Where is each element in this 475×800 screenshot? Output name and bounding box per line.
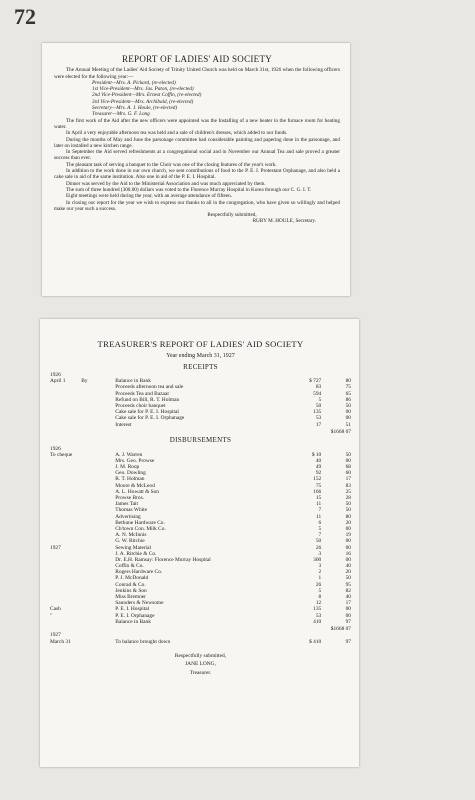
officer-entry: 3rd Vice-President—Mrs. Archibald, (re-elected)	[92, 98, 194, 105]
ledger-cell-c5: 50	[345, 451, 351, 458]
ledger-cell-c5: 16	[345, 550, 351, 557]
treasurer-report-clipping	[40, 319, 359, 767]
ledger-cell-c3: To balance brought down	[115, 638, 171, 645]
ledger-cell-c5: 50	[345, 402, 351, 409]
report-intro: The Annual Meeting of the Ladies' Aid Society of Trinity United Church was held on March 31st, 1926 when the following officers were elected for the following year:—	[54, 67, 340, 80]
ledger-cell-c3: A. N. McInnis	[115, 532, 147, 539]
ledger-cell-c4: 7	[318, 507, 322, 514]
report-paragraph: In closing our report for the year we wish to express our thanks to all in the congregation, who have given so willingly and helped make our year such a success.	[54, 199, 340, 212]
ledger-cell-c4: 8	[318, 594, 322, 600]
ledger-cell-c3: Dr. E.H. Ramsay: Florence Murray Hospital	[115, 556, 211, 563]
ledger-row	[50, 639, 351, 645]
ladies-aid-report-clipping	[42, 43, 350, 296]
ledger-cell-c3: R. T. Holman	[115, 476, 145, 483]
report-signature: RUBY M. HOULE, Secretary.	[252, 218, 316, 225]
ledger-cell-c5: 00	[345, 415, 351, 422]
ledger-cell-c5: 00	[345, 606, 351, 613]
ledger-cell-c3: James Tait	[115, 501, 139, 508]
officer-entry: Secretary—Mrs. A. J. Houle, (re-elected)	[92, 105, 178, 112]
ledger-cell-c1: Cash	[50, 606, 61, 613]
ledger-cell-c3: P. J. McDonald	[115, 575, 149, 582]
ledger-cell-c4: 1	[318, 575, 322, 582]
ledger-cell-c5: 60	[345, 470, 351, 477]
ledger-cell-c4: 53	[315, 415, 322, 422]
treasurer-closing: Respectfully submitted,	[174, 652, 227, 659]
ledger-cell-c4: 5	[318, 587, 322, 594]
treasurer-title: TREASURER'S REPORT OF LADIES' AID SOCIETY	[97, 339, 304, 349]
ledger-cell-c5: 82	[345, 587, 351, 594]
ledger-cell-c4: 594	[313, 390, 322, 397]
ledger-cell-c3: Proceeds Tea and Bazaar	[115, 390, 170, 397]
ledger-cell-c1: April 1	[50, 378, 66, 385]
ledger-cell-c5: 20	[345, 519, 351, 526]
ledger-cell-c5: 65	[345, 390, 351, 397]
ledger-cell-c4: 40	[315, 457, 322, 464]
page-number: 72	[14, 4, 36, 29]
ledger-cell-c1: 1927	[50, 632, 61, 639]
ledger-cell-c3: Refund on Bill, R. T. Holman	[115, 396, 180, 403]
ledger-cell-c4: $ 727	[309, 378, 322, 385]
ledger-cell-c4: 6	[318, 519, 322, 526]
ledger-cell-c5: 83	[345, 482, 351, 489]
ledger-cell-c4: 2	[318, 569, 322, 576]
ledger-cell-c3: Miss Bremner	[115, 594, 146, 600]
ledger-cell-c5: 00	[345, 525, 351, 532]
ledger-cell-c4: 5	[318, 396, 322, 403]
ledger-cell-c5: 80	[345, 513, 351, 520]
ledger-cell-c3: Balance in Bank	[115, 378, 151, 385]
ledger-cell-c3: Advertising	[115, 513, 141, 520]
ledger-cell-c5: 80	[345, 378, 351, 385]
ledger-cell-c4: $ 410	[309, 638, 322, 645]
ledger-cell-c4: 83	[315, 384, 322, 391]
ledger-cell-c4: 135	[313, 606, 322, 613]
ledger-cell-c4: 75	[315, 482, 322, 489]
report-paragraph: In April a very enjoyable afternoon tea was held and a sale of children's dresses, which added to our funds.	[66, 130, 288, 137]
ledger-cell-c4: 50	[315, 538, 322, 545]
ledger-row	[50, 422, 351, 428]
report-paragraph: The pleasant task of serving a banquet to the Choir was one of the closing features of the year's work.	[66, 161, 277, 168]
ledger-cell-c5: 40	[345, 563, 351, 570]
ledger-cell-c5: 00	[345, 612, 351, 619]
ledger-cell-c4: 92	[315, 470, 322, 477]
ledger-cell-c3: Bethune Hardware Co.	[115, 519, 165, 526]
ledger-cell-c5: 00	[345, 544, 351, 551]
officer-entry: 2nd Vice-President—Mrs. Ernest Coffin, (re-elected)	[92, 92, 202, 99]
ledger-cell-c3: Cake sale for P. E. I. Orphanage	[115, 415, 185, 422]
balance-brought-down-table	[50, 633, 351, 645]
report-paragraph: Eight meetings were held during the year, with an average attendance of fifteen.	[66, 193, 233, 200]
ledger-cell-c4: 26	[315, 544, 322, 551]
officers-list	[54, 80, 340, 118]
report-paragraph: During the months of May and June the parsonage committee had considerable painting and papering done in the parsonage, and later on installed a new kitchen range.	[54, 136, 340, 149]
ledger-cell-c3: Interest	[115, 421, 132, 428]
ledger-cell-c5: 50	[345, 501, 351, 508]
ledger-cell-c4: 26	[315, 581, 322, 588]
ledger-cell-c4: 300	[313, 556, 322, 563]
ledger-cell-c1: To cheque	[50, 451, 73, 458]
ledger-cell-c3: Saunders & Newsome	[115, 600, 164, 607]
treasurer-subtitle: Year ending March 31, 1927	[166, 353, 235, 360]
ledger-cell-c3: Jenkins & Son	[115, 587, 147, 594]
ledger-cell-c3: J. A. Ritchie & Co.	[115, 550, 157, 557]
ledger-cell-c3: Moore & McLeod	[115, 482, 155, 489]
ledger-cell-c5: 25	[345, 488, 351, 495]
ledger-cell-c3: Rogers Hardware Co.	[115, 569, 163, 576]
ledger-cell-c3: P. E. I. Orphanage	[115, 612, 155, 619]
disbursements-table	[50, 446, 351, 625]
ledger-cell-c1: "	[50, 612, 53, 619]
ledger-cell-c5: 00	[345, 538, 351, 545]
disbursements-total: $1668 07	[330, 626, 351, 633]
ledger-cell-c4: 410	[313, 618, 322, 625]
ledger-cell-c3: A. L. Howatt & Son	[115, 488, 160, 495]
ledger-cell-c4: 3	[318, 563, 322, 570]
ledger-cell-c5: 50	[345, 575, 351, 582]
ledger-cell-c5: 40	[345, 594, 351, 600]
ledger-cell-c4: 17	[315, 421, 322, 428]
report-closing: Respectfully submitted,	[207, 212, 257, 219]
ledger-cell-c4: 166	[313, 488, 322, 495]
ledger-cell-c3: A. J. Warren	[115, 451, 143, 458]
ledger-cell-c5: 86	[345, 396, 351, 403]
report-title: REPORT OF LADIES' AID SOCIETY	[121, 54, 273, 64]
treasurer-signature-title: Treasurer.	[189, 669, 212, 676]
ledger-cell-c3: Prowse Bros.	[115, 495, 145, 501]
officer-entry: 1st Vice-President—Mrs. Jas. Paton, (re-elected)	[92, 86, 194, 93]
ledger-cell-c3: Sewing Material	[115, 544, 152, 551]
ledger-cell-c3: Proceeds afternoon tea and sale	[115, 384, 184, 391]
ledger-cell-c4: 15	[315, 495, 322, 501]
ledger-row	[50, 619, 351, 625]
officer-entry: President—Mrs. A. Pickard, (re-elected)	[92, 79, 176, 86]
receipts-total: $1668 07	[330, 428, 351, 435]
disbursements-heading: DISBURSEMENTS	[169, 436, 232, 445]
ledger-cell-c4: 7	[318, 532, 322, 539]
ledger-cell-c1: 1926	[50, 445, 61, 452]
ledger-cell-c3: Conrad & Co.	[115, 581, 146, 588]
ledger-cell-c3: Coffin & Co.	[115, 563, 144, 570]
ledger-cell-c5: 00	[345, 409, 351, 416]
ledger-cell-c4: 53	[315, 612, 322, 619]
report-paragraph: The sum of three hundred (300.00) dollars was voted to the Florence Murray Hospital in Korea through our C. G. I. T.	[66, 186, 312, 193]
receipts-heading: RECEIPTS	[183, 362, 218, 371]
ledger-cell-c1: 1926	[50, 372, 61, 378]
ledger-cell-c4: 50	[315, 402, 322, 409]
ledger-cell-c5: 00	[345, 457, 351, 464]
ledger-cell-c4: $ 10	[311, 451, 322, 458]
ledger-cell-c5: 97	[345, 638, 351, 645]
ledger-cell-c3: G. W. Ritchie	[115, 538, 145, 545]
ledger-cell-c5: 19	[345, 532, 351, 539]
ledger-cell-c1: 1927	[50, 544, 61, 551]
ledger-cell-c3: Ch'town Con. Milk Co.	[115, 525, 166, 532]
ledger-cell-c5: 20	[345, 569, 351, 576]
ledger-cell-c3: Mrs. Geo. Prowse	[115, 457, 155, 464]
ledger-cell-c5: 50	[345, 507, 351, 514]
ledger-cell-c4: 49	[315, 464, 322, 471]
ledger-cell-c4: 11	[316, 513, 322, 520]
ledger-cell-c4: 11	[316, 501, 322, 508]
officer-entry: Treasurer—Mrs. G. F. Long	[92, 111, 150, 118]
ledger-cell-c1: March 31	[50, 638, 71, 645]
ledger-cell-c3: Proceeds choir banquet	[115, 402, 166, 409]
ledger-cell-c5: 95	[345, 581, 351, 588]
treasurer-footer	[50, 653, 351, 676]
report-paragraph: The first work of the Aid after the new officers were appointed was the Installing of a new heater in the furnace room for heating water.	[54, 117, 340, 130]
ledger-cell-c4: 152	[313, 476, 322, 483]
ledger-cell-c4: 12	[315, 600, 322, 607]
ledger-cell-c2: By	[81, 378, 88, 385]
ledger-cell-c5: 17	[345, 476, 351, 483]
receipts-table	[50, 372, 351, 428]
ledger-cell-c4: 135	[313, 409, 322, 416]
ledger-cell-c5: 97	[345, 618, 351, 625]
ledger-cell-c3: J. M. Roop	[115, 464, 140, 471]
ledger-cell-c3: Geo. Dowling	[115, 470, 146, 477]
treasurer-signature-name: JANE LONG,	[185, 661, 216, 668]
ledger-cell-c4: 3	[318, 550, 322, 557]
report-paragraph: In addition to the work done in our own church, we sent contributions of food to the P. E. I. Protestant Orphanage, and also held a cake sale in aid of the same institution. Also one in aid of the P. E. I. Hospital.	[54, 168, 340, 181]
ledger-cell-c5: 17	[345, 600, 351, 607]
ledger-cell-c3: P. E. I. Hospital	[115, 606, 150, 613]
ledger-cell-c5: 68	[345, 464, 351, 471]
report-paragraph: Dinner was served by the Aid to the Ministerial Association and was much appreciated by them.	[66, 180, 266, 187]
report-paragraph: In September the Aid served refreshments at a congregational social and in November our Annual Tea and sale proved a greater success than ever.	[54, 149, 340, 162]
ledger-cell-c5: 28	[345, 495, 351, 501]
ledger-cell-c4: 5	[318, 525, 322, 532]
ledger-cell-c3: Balance in Bank	[115, 618, 151, 625]
ledger-cell-c5: 00	[345, 556, 351, 563]
ledger-cell-c3: Cake sale for P. E. I. Hospital	[115, 409, 179, 416]
ledger-cell-c3: Thomas White	[115, 507, 148, 514]
ledger-cell-c5: 75	[345, 384, 351, 391]
ledger-cell-c5: 51	[345, 421, 351, 428]
